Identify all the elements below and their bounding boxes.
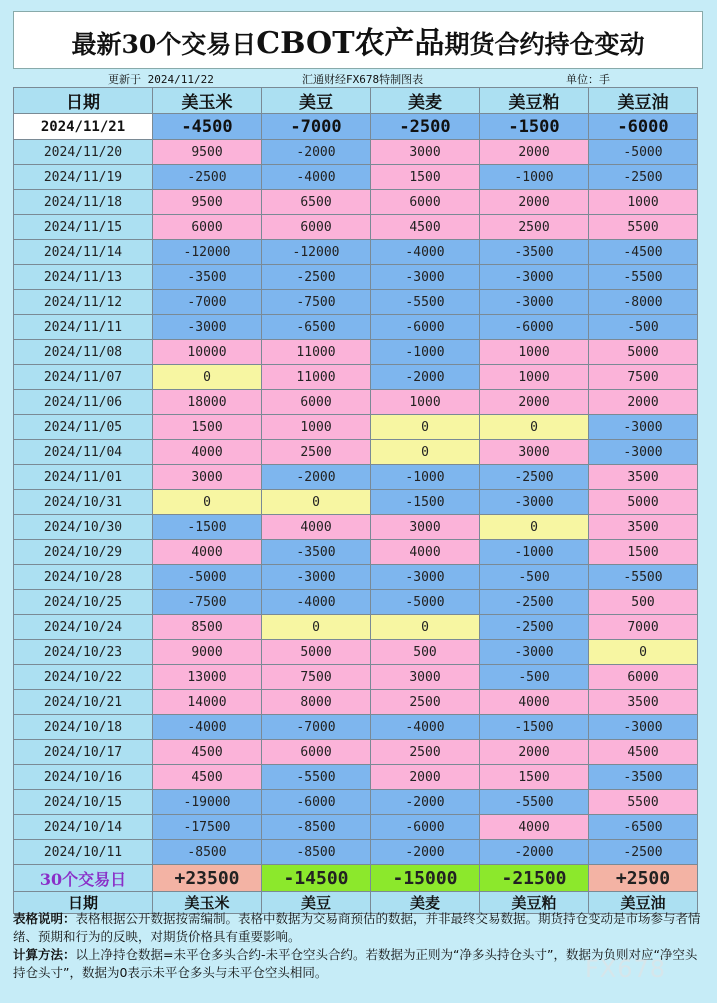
row-value: -5000 — [371, 590, 480, 615]
latest-value: -2500 — [371, 114, 480, 140]
row-value: -6000 — [371, 815, 480, 840]
table-row — [14, 315, 698, 340]
row-value: -2000 — [371, 840, 480, 865]
row-value: 6000 — [371, 190, 480, 215]
row-value: -3000 — [589, 440, 698, 465]
row-value: -5500 — [589, 565, 698, 590]
row-value: -3000 — [371, 265, 480, 290]
row-date: 2024/10/17 — [14, 740, 153, 765]
row-value: -8500 — [262, 815, 371, 840]
row-value: 0 — [371, 615, 480, 640]
row-value: 0 — [371, 440, 480, 465]
total-value: +23500 — [153, 865, 262, 892]
row-value: -1000 — [480, 165, 589, 190]
row-value: -2500 — [589, 840, 698, 865]
row-value: 3500 — [589, 515, 698, 540]
row-value: -4000 — [262, 590, 371, 615]
row-value: 1000 — [371, 390, 480, 415]
table-row — [14, 440, 698, 465]
row-value: 11000 — [262, 365, 371, 390]
row-date: 2024/10/14 — [14, 815, 153, 840]
row-value: 3000 — [153, 465, 262, 490]
row-date: 2024/11/08 — [14, 340, 153, 365]
row-value: -3000 — [480, 640, 589, 665]
header-row — [14, 88, 698, 114]
row-value: 9500 — [153, 140, 262, 165]
row-value: 4500 — [371, 215, 480, 240]
row-value: -6000 — [262, 790, 371, 815]
table-row — [14, 640, 698, 665]
updated-date: 更新于 2024/11/22 — [108, 73, 214, 86]
latest-row — [14, 114, 698, 140]
table-row — [14, 165, 698, 190]
row-value: 6000 — [262, 390, 371, 415]
row-value: -2500 — [589, 165, 698, 190]
table-row — [14, 840, 698, 865]
row-value: 2000 — [480, 140, 589, 165]
row-value: 0 — [480, 415, 589, 440]
row-date: 2024/10/28 — [14, 565, 153, 590]
row-value: 2000 — [371, 765, 480, 790]
column-header-0: 日期 — [14, 88, 153, 114]
row-value: -1500 — [480, 715, 589, 740]
row-value: 500 — [371, 640, 480, 665]
table-row — [14, 515, 698, 540]
row-value: 0 — [371, 415, 480, 440]
column-header-4: 美豆粕 — [480, 88, 589, 114]
row-date: 2024/11/07 — [14, 365, 153, 390]
row-value: 6000 — [589, 665, 698, 690]
table-row — [14, 265, 698, 290]
row-value: 7500 — [262, 665, 371, 690]
table-row — [14, 415, 698, 440]
source-label: 汇通财经FX678特制图表 — [302, 73, 424, 86]
total-value: -21500 — [480, 865, 589, 892]
row-value: -3000 — [480, 490, 589, 515]
column-header-1: 美玉米 — [153, 88, 262, 114]
row-value: 2000 — [480, 190, 589, 215]
row-value: -4000 — [153, 715, 262, 740]
table-row — [14, 465, 698, 490]
row-value: 1000 — [480, 340, 589, 365]
row-value: -6000 — [371, 315, 480, 340]
row-value: -2500 — [480, 590, 589, 615]
row-value: -1500 — [371, 490, 480, 515]
row-value: 5500 — [589, 215, 698, 240]
row-value: -8500 — [262, 840, 371, 865]
desc-text: 表格根据公开数据按需编制。表格中数据为交易商预估的数据，并非最终交易数据。期货持仓变动是市场参与者情绪、预期和行为的反映，对期货价格具有重要影响。 — [13, 911, 701, 944]
row-value: -500 — [480, 665, 589, 690]
row-value: 1500 — [371, 165, 480, 190]
row-value: -5500 — [589, 265, 698, 290]
row-date: 2024/11/01 — [14, 465, 153, 490]
row-value: -3500 — [589, 765, 698, 790]
row-value: -3500 — [262, 540, 371, 565]
table-row — [14, 690, 698, 715]
row-date: 2024/11/04 — [14, 440, 153, 465]
table-row — [14, 715, 698, 740]
title-box — [13, 11, 703, 69]
row-value: -5500 — [480, 790, 589, 815]
row-value: 4500 — [153, 740, 262, 765]
row-date: 2024/10/22 — [14, 665, 153, 690]
row-value: 500 — [589, 590, 698, 615]
column-footer-1: 美玉米 — [153, 892, 262, 914]
row-date: 2024/11/14 — [14, 240, 153, 265]
column-footer-2: 美豆 — [262, 892, 371, 914]
row-value: 0 — [480, 515, 589, 540]
row-value: 1500 — [480, 765, 589, 790]
row-value: -4000 — [371, 715, 480, 740]
row-value: -3000 — [480, 265, 589, 290]
row-value: -3000 — [371, 565, 480, 590]
row-value: 2500 — [480, 215, 589, 240]
latest-date: 2024/11/21 — [14, 114, 153, 140]
row-value: -1500 — [153, 515, 262, 540]
row-value: 5000 — [589, 490, 698, 515]
unit-label: 单位：手 — [566, 73, 610, 86]
row-value: 3500 — [589, 465, 698, 490]
table-description — [13, 910, 705, 946]
row-value: 14000 — [153, 690, 262, 715]
row-date: 2024/11/13 — [14, 265, 153, 290]
total-value: -15000 — [371, 865, 480, 892]
table-row — [14, 740, 698, 765]
row-value: 4000 — [480, 690, 589, 715]
row-value: -5000 — [589, 140, 698, 165]
row-value: 6000 — [262, 740, 371, 765]
row-value: 2500 — [371, 740, 480, 765]
column-header-5: 美豆油 — [589, 88, 698, 114]
row-value: 0 — [153, 365, 262, 390]
row-value: 4000 — [153, 540, 262, 565]
row-date: 2024/11/12 — [14, 290, 153, 315]
row-value: 2000 — [589, 390, 698, 415]
row-value: 4000 — [371, 540, 480, 565]
table-row — [14, 140, 698, 165]
latest-value: -4500 — [153, 114, 262, 140]
row-value: 1000 — [480, 365, 589, 390]
row-value: -12000 — [153, 240, 262, 265]
row-value: -1000 — [371, 465, 480, 490]
row-value: -6500 — [589, 815, 698, 840]
row-value: -3500 — [153, 265, 262, 290]
row-value: 7500 — [589, 365, 698, 390]
table-row — [14, 815, 698, 840]
table-row — [14, 665, 698, 690]
row-value: 10000 — [153, 340, 262, 365]
row-value: 6500 — [262, 190, 371, 215]
row-value: -17500 — [153, 815, 262, 840]
row-value: -4000 — [262, 165, 371, 190]
row-value: 0 — [262, 490, 371, 515]
row-value: -3000 — [589, 715, 698, 740]
row-value: -2000 — [262, 465, 371, 490]
row-value: -2500 — [262, 265, 371, 290]
row-value: -3000 — [480, 290, 589, 315]
table-row — [14, 565, 698, 590]
column-header-2: 美豆 — [262, 88, 371, 114]
column-header-3: 美麦 — [371, 88, 480, 114]
table-row — [14, 365, 698, 390]
row-value: 18000 — [153, 390, 262, 415]
row-value: -2500 — [480, 615, 589, 640]
row-value: -6500 — [262, 315, 371, 340]
table-row — [14, 590, 698, 615]
total-row — [14, 865, 698, 892]
row-value: 13000 — [153, 665, 262, 690]
row-value: -2000 — [480, 840, 589, 865]
row-date: 2024/11/20 — [14, 140, 153, 165]
row-value: 4000 — [262, 515, 371, 540]
total-value: +2500 — [589, 865, 698, 892]
row-value: 2500 — [262, 440, 371, 465]
row-date: 2024/11/15 — [14, 215, 153, 240]
row-date: 2024/11/05 — [14, 415, 153, 440]
row-value: 1000 — [589, 190, 698, 215]
row-value: 0 — [589, 640, 698, 665]
row-value: 11000 — [262, 340, 371, 365]
row-value: 4000 — [480, 815, 589, 840]
row-value: 3000 — [371, 140, 480, 165]
row-value: 5000 — [589, 340, 698, 365]
row-value: -7500 — [153, 590, 262, 615]
row-value: -3500 — [480, 240, 589, 265]
row-date: 2024/11/11 — [14, 315, 153, 340]
row-value: -500 — [589, 315, 698, 340]
total-value: -14500 — [262, 865, 371, 892]
row-value: 1500 — [589, 540, 698, 565]
row-value: -2000 — [262, 140, 371, 165]
row-value: 9500 — [153, 190, 262, 215]
row-date: 2024/11/19 — [14, 165, 153, 190]
row-value: -5500 — [262, 765, 371, 790]
table-row — [14, 765, 698, 790]
row-value: 4000 — [153, 440, 262, 465]
row-value: -2500 — [480, 465, 589, 490]
latest-value: -6000 — [589, 114, 698, 140]
table-row — [14, 540, 698, 565]
title-brand: CBOT — [256, 26, 355, 61]
table-row — [14, 240, 698, 265]
table-row — [14, 290, 698, 315]
row-value: 0 — [153, 490, 262, 515]
row-value: -6000 — [480, 315, 589, 340]
row-value: 5500 — [589, 790, 698, 815]
row-date: 2024/11/06 — [14, 390, 153, 415]
row-value: 8000 — [262, 690, 371, 715]
desc-label: 表格说明： — [13, 911, 76, 926]
row-value: -500 — [480, 565, 589, 590]
row-date: 2024/10/21 — [14, 690, 153, 715]
page-title — [71, 18, 644, 62]
row-value: 7000 — [589, 615, 698, 640]
row-value: 3500 — [589, 690, 698, 715]
watermark-logo: FX678 — [585, 955, 667, 983]
table-row — [14, 615, 698, 640]
latest-value: -1500 — [480, 114, 589, 140]
row-value: -3000 — [262, 565, 371, 590]
row-value: -8500 — [153, 840, 262, 865]
table-row — [14, 390, 698, 415]
row-value: -7500 — [262, 290, 371, 315]
column-footer-0: 日期 — [14, 892, 153, 914]
row-value: -4500 — [589, 240, 698, 265]
row-value: -2500 — [153, 165, 262, 190]
row-value: -1000 — [480, 540, 589, 565]
row-value: 6000 — [153, 215, 262, 240]
row-value: -5500 — [371, 290, 480, 315]
table-row — [14, 340, 698, 365]
title-rest: 期货合约持仓变动 — [444, 30, 645, 59]
row-date: 2024/10/29 — [14, 540, 153, 565]
position-table — [13, 87, 698, 914]
row-value: 3000 — [371, 515, 480, 540]
row-date: 2024/10/15 — [14, 790, 153, 815]
row-value: -19000 — [153, 790, 262, 815]
row-value: -2000 — [371, 790, 480, 815]
row-value: -12000 — [262, 240, 371, 265]
calc-label: 计算方法： — [13, 947, 76, 962]
row-date: 2024/10/31 — [14, 490, 153, 515]
table-row — [14, 790, 698, 815]
row-value: -4000 — [371, 240, 480, 265]
table-row — [14, 490, 698, 515]
row-value: 1000 — [262, 415, 371, 440]
row-date: 2024/11/18 — [14, 190, 153, 215]
row-value: 2000 — [480, 740, 589, 765]
title-suffix: 农产品 — [354, 26, 445, 61]
column-footer-3: 美麦 — [371, 892, 480, 914]
row-value: -5000 — [153, 565, 262, 590]
latest-value: -7000 — [262, 114, 371, 140]
row-date: 2024/10/24 — [14, 615, 153, 640]
row-date: 2024/10/25 — [14, 590, 153, 615]
row-date: 2024/10/18 — [14, 715, 153, 740]
row-date: 2024/10/11 — [14, 840, 153, 865]
row-value: -7000 — [262, 715, 371, 740]
row-value: 0 — [262, 615, 371, 640]
row-value: 2000 — [480, 390, 589, 415]
row-value: -2000 — [371, 365, 480, 390]
row-value: 8500 — [153, 615, 262, 640]
row-value: 6000 — [262, 215, 371, 240]
column-footer-4: 美豆粕 — [480, 892, 589, 914]
row-date: 2024/10/16 — [14, 765, 153, 790]
row-value: 4500 — [153, 765, 262, 790]
row-value: 4500 — [589, 740, 698, 765]
row-value: 1500 — [153, 415, 262, 440]
row-value: -8000 — [589, 290, 698, 315]
row-value: 5000 — [262, 640, 371, 665]
row-value: 2500 — [371, 690, 480, 715]
title-prefix: 最新30个交易日 — [71, 30, 257, 59]
total-label: 30个交易日 — [14, 865, 153, 892]
calc-text: 以上净持仓数据=未平仓多头合约-未平仓空头合约。若数据为正则为“净多头持仓头寸”，数据为负则对应“净空头持仓头寸”，数据为0表示未平仓多头与未平仓空头相同。 — [13, 947, 698, 980]
row-value: -3000 — [589, 415, 698, 440]
row-value: 3000 — [371, 665, 480, 690]
row-value: -7000 — [153, 290, 262, 315]
row-date: 2024/10/23 — [14, 640, 153, 665]
row-date: 2024/10/30 — [14, 515, 153, 540]
row-value: 9000 — [153, 640, 262, 665]
column-footer-5: 美豆油 — [589, 892, 698, 914]
row-value: -1000 — [371, 340, 480, 365]
table-row — [14, 215, 698, 240]
row-value: 3000 — [480, 440, 589, 465]
table-row — [14, 190, 698, 215]
row-value: -3000 — [153, 315, 262, 340]
